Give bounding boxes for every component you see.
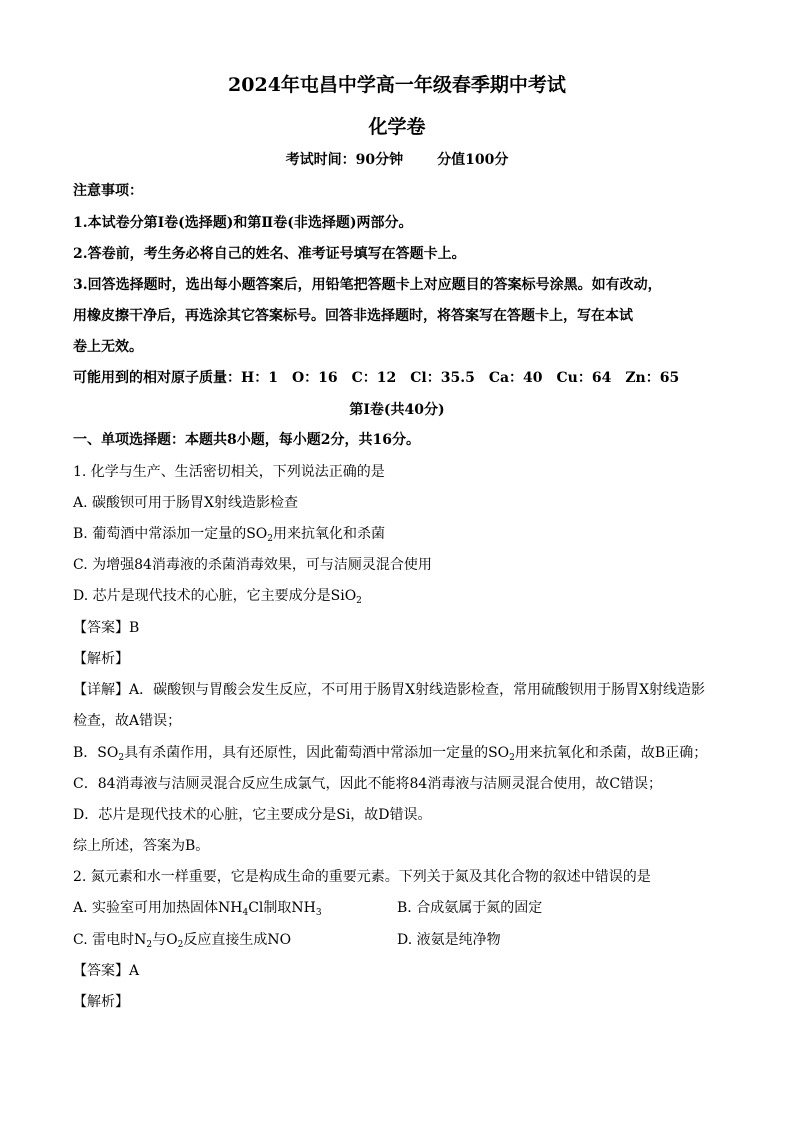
exam-title: 2024年屯昌中学高一年级春季期中考试 xyxy=(228,74,566,96)
q2-stem: 2. 氮元素和水一样重要，它是构成生命的重要元素。下列关于氮及其化合物的叙述中错误的是 xyxy=(73,869,651,885)
notice-item-1: 1.本试卷分第Ⅰ卷(选择题)和第Ⅱ卷(非选择题)两部分。 xyxy=(73,215,413,231)
q2-option-a: A. 实验室可用加热固体$NH_4Cl$制取$NH_3$ xyxy=(73,900,322,918)
q2-option-d: D. 液氨是纯净物 xyxy=(397,932,501,948)
exam-score: 分值100分 xyxy=(437,152,509,168)
exam-subject: 化学卷 xyxy=(368,116,426,138)
part-1-heading: 第Ⅰ卷(共40分) xyxy=(349,402,445,418)
notice-item-2: 2.答卷前，考生务必将自己的姓名、准考证号填写在答题卡上。 xyxy=(73,246,466,262)
q1-analysis-label: 【解析】 xyxy=(73,651,129,667)
q1-detail-a-line-2: 检查，故A错误； xyxy=(73,713,182,729)
q2-option-b: B. 合成氨属于氮的固定 xyxy=(397,900,543,916)
notice-item-3-line-3: 卷上无效。 xyxy=(73,339,143,355)
q1-detail-b: B．$SO_2$具有杀菌作用，具有还原性，因此葡萄酒中常添加一定量的$SO_2$用来抗氧化和杀菌，故B正确； xyxy=(73,745,708,763)
q1-option-c: C. 为增强84消毒液的杀菌消毒效果，可与洁厕灵混合使用 xyxy=(73,557,432,573)
q1-answer: 【答案】B xyxy=(73,620,140,636)
q1-stem: 1. 化学与生产、生活密切相关，下列说法正确的是 xyxy=(73,464,385,480)
q1-summary: 综上所述，答案为B。 xyxy=(73,838,210,854)
notice-item-3-line-1: 3.回答选择题时，选出每小题答案后，用铅笔把答题卡上对应题目的答案标号涂黑。如有改动， xyxy=(73,277,662,293)
notice-item-3-line-2: 用橡皮擦干净后，再选涂其它答案标号。回答非选择题时，将答案写在答题卡上，写在本试 xyxy=(73,308,633,324)
q1-detail-c: C．84消毒液与洁厕灵混合反应生成氯气，因此不能将84消毒液与洁厕灵混合使用，故C错误； xyxy=(73,776,663,792)
q1-option-b: B. 葡萄酒中常添加一定量的$SO_2$用来抗氧化和杀菌 xyxy=(73,526,385,544)
exam-info xyxy=(0,149,794,169)
notice-heading: 注意事项： xyxy=(73,183,143,199)
q1-detail-a-line-1: 【详解】A．碳酸钡与胃酸会发生反应，不可用于肠胃X射线造影检查，常用硫酸钡用于肠胃X射线造影 xyxy=(73,682,706,698)
exam-time: 考试时间：90分钟 xyxy=(285,152,404,168)
q2-analysis-label: 【解析】 xyxy=(73,994,129,1010)
q2-option-c: C. 雷电时$N_2$与$O_2$反应直接生成NO xyxy=(73,932,292,950)
section-heading: 一、单项选择题：本题共8小题，每小题2分，共16分。 xyxy=(73,432,420,448)
q1-option-a: A. 碳酸钡可用于肠胃X射线造影检查 xyxy=(73,495,298,511)
atomic-mass-line: 可能用到的相对原子质量：H：1 O：16 C：12 Cl：35.5 Ca：40 Cu：64 Zn：65 xyxy=(73,370,680,386)
q2-answer: 【答案】A xyxy=(73,963,140,979)
q1-detail-d: D．芯片是现代技术的心脏，它主要成分是Si，故D错误。 xyxy=(73,807,432,823)
q1-option-d: D. 芯片是现代技术的心脏，它主要成分是SiO$_2$ xyxy=(73,588,362,606)
